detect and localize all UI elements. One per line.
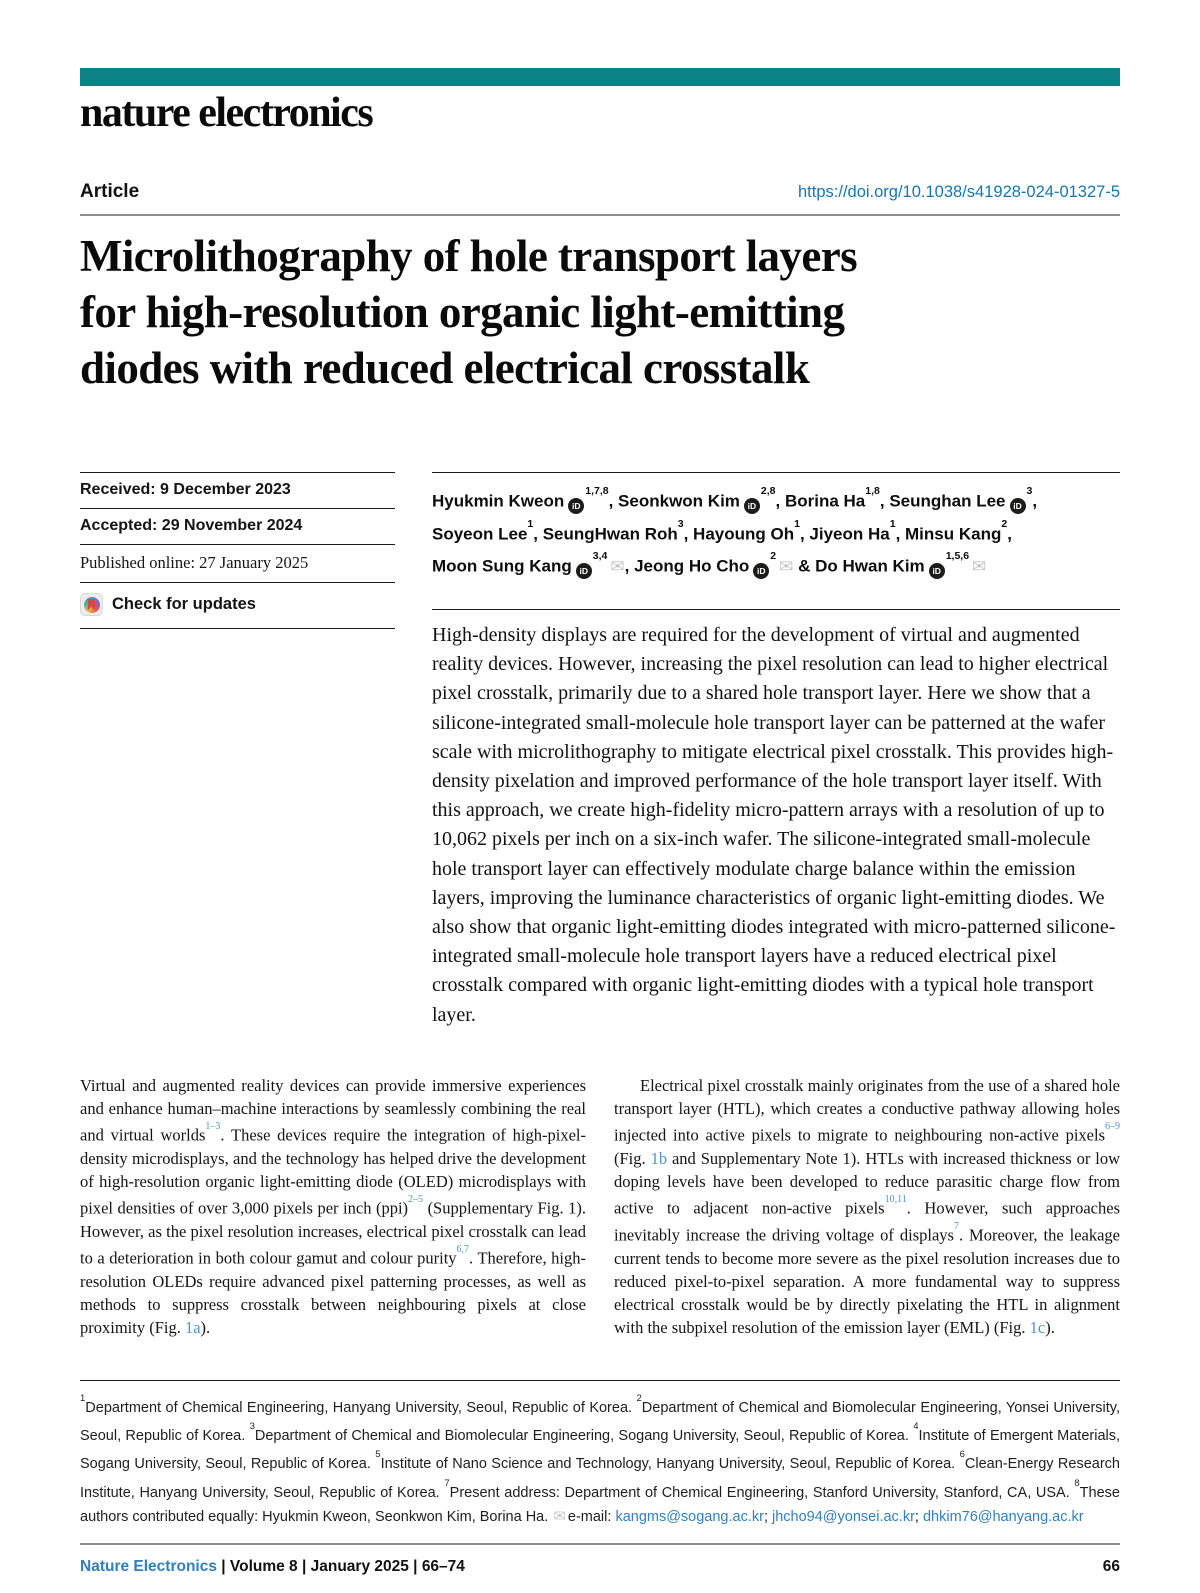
text-segment: Department of Chemical Engineering, Hanyang University, Seoul, Republic of Korea. [85,1399,637,1416]
check-for-updates-icon [80,593,103,616]
text-segment: Institute of Nano Science and Technology, Hanyang University, Seoul, Republic of Korea. [380,1456,960,1473]
text-segment: Department of Chemical and Biomolecular Engineering, Sogang University, Seoul, Republic of Korea. [254,1427,914,1444]
inline-link[interactable]: 6,7 [456,1244,470,1256]
text-segment: Hyukmin Kweon [432,491,565,511]
text-segment: 3,4 [592,550,608,563]
page-number: 66 [1102,1557,1120,1575]
inline-link[interactable]: 1–3 [205,1121,221,1133]
text-segment: , Jeong Ho Cho [624,556,750,576]
affiliations-footnotes [80,1380,1120,1530]
inline-link[interactable]: 1a [184,1318,201,1338]
text-segment: ; [763,1509,773,1526]
text-segment: , Seonkwon Kim [608,491,740,511]
text-segment: . These devices require the integration of high-pixel-density microdisplays, and the technology has helped drive the development of high-resolution organic light-emitting diode (OLED) microdisplays with pixel densities of over 3,000 pixels per inch (ppi) [80,1125,587,1218]
page-title [80,228,1120,396]
text-segment: Institute of Emergent Materials, Sogang University, Seoul, Republic of Korea. [80,1427,1121,1473]
envelope-icon: ✉ [972,556,987,576]
orcid-icon[interactable]: iD [753,563,769,579]
check-for-updates-label: Check for updates [112,595,256,613]
inline-link[interactable]: dhkim76@hanyang.ac.kr [922,1509,1084,1526]
text-segment: 1 [80,1392,86,1404]
inline-link[interactable]: 2–5 [408,1194,424,1206]
text-segment: & Do Hwan Kim [793,556,925,576]
text-segment: (Supplementary Fig. 1). However, as the pixel resolution increases, electrical pixel crosstalk can lead to a deterioration in both colour gamut and colour purity [80,1198,586,1268]
body-paragraph [80,1074,586,1340]
text-segment: Department of Chemical and Biomolecular Engineering, Yonsei University, Seoul, Republic of Korea. [80,1399,1120,1444]
envelope-icon: ✉ [779,556,794,576]
text-segment: 5 [375,1449,381,1461]
journal-citation [80,1558,465,1576]
text-segment: , [1032,491,1038,511]
text-segment: ; [914,1509,923,1526]
published-date: Published online: 27 January 2025 [80,544,395,582]
text-segment: , SeungHwan Roh [533,524,678,544]
article-header-row [80,181,1120,203]
text-segment: ). [200,1318,211,1338]
text-segment: 1 [889,517,896,530]
text-segment: Present address: Department of Chemical Engineering, Stanford University, Stanford, CA, USA. [449,1484,1075,1501]
text-segment: 6 [959,1449,965,1461]
inline-link[interactable]: 1b [650,1148,668,1168]
text-segment: (Fig. [614,1148,651,1168]
author-line [432,548,1120,581]
text-segment: Virtual and augmented reality devices can provide immersive experiences and enhance human–machine interactions by seamlessly combining the real and virtual worlds [80,1075,586,1145]
orcid-icon[interactable]: iD [568,498,584,514]
envelope-icon: ✉ [553,1508,566,1526]
orcid-icon[interactable]: iD [929,563,945,579]
text-segment: 2 [770,550,777,563]
text-segment: 3 [677,517,684,530]
body-paragraph [614,1074,1120,1340]
dates-sidebar [80,472,395,1030]
text-segment: , Seunghan Lee [879,491,1006,511]
body-left-column [80,1074,586,1340]
text-segment: . However, such approaches inevitably increase the driving voltage of displays [614,1198,1120,1245]
text-segment: | Volume 8 | January 2025 | 66–74 [216,1557,465,1575]
inline-link[interactable]: kangms@sogang.ac.kr [615,1509,764,1526]
inline-link[interactable]: 10,11 [884,1194,907,1206]
received-date: Received: 9 December 2023 [80,472,395,508]
text-segment: , Hayoung Oh [683,524,795,544]
envelope-icon: ✉ [610,556,625,576]
text-segment: . Therefore, high-resolution OLEDs require advanced pixel patterning processes, as well as methods to suppress crosstalk between neighbouring pixels at close proximity (Fig. [80,1248,587,1338]
title-line-2: for high-resolution organic light-emitting [80,287,845,337]
text-segment: 1 [527,517,534,530]
text-segment: , [1007,524,1012,544]
text-segment: and Supplementary Note 1). HTLs with increased thickness or low doping levels have been developed to reduce parasitic charge flow from active to adjacent non-active pixels [614,1148,1120,1218]
orcid-icon[interactable]: iD [576,563,592,579]
text-segment: e-mail: [567,1509,616,1526]
text-segment: 2 [1001,517,1008,530]
text-segment: 1,7,8 [585,485,609,497]
title-line-3: diodes with reduced electrical crosstalk [80,343,810,393]
doi-link[interactable]: https://doi.org/10.1038/s41928-024-01327-5 [798,183,1120,201]
header-grid [80,472,1120,1030]
inline-link[interactable]: 6–9 [1105,1121,1120,1133]
orcid-icon[interactable]: iD [744,498,760,514]
text-segment: 4 [913,1420,919,1432]
text-segment: , Borina Ha [775,491,866,511]
text-segment: ). [1045,1318,1055,1338]
text-segment: Soyeon Lee [432,524,528,544]
article-type-label: Article [80,181,140,202]
inline-link[interactable]: Nature Electronics [80,1557,217,1575]
abstract-text: High-density displays are required for the development of virtual and augmented reality devices. However, increasing the pixel resolution can lead to higher electrical pixel crosstalk, primarily due to a shared hole transport layer. Here we show that a silicone-integrated small-molecule hole transport layer can be patterned at the wafer scale with microlithography to mitigate electrical pixel crosstalk. This provides high-density pixelation and improved performance of the hole transport layer itself. With this approach, we create high-fidelity micro-pattern arrays with a resolution of up to 10,062 pixels per inch on a six-inch wafer. The silicone-integrated small-molecule hole transport layer can effectively modulate charge balance within the emission layers, improving the luminance characteristics of organic light-emitting diodes. We also show that organic light-emitting diodes integrated with micro-patterned silicone-integrated small-molecule hole transport layers have a reduced electrical pixel crosstalk compared with organic light-emitting diodes with a typical hole transport layer. [432,609,1120,1030]
text-segment: 3 [249,1420,255,1432]
text-segment: These authors contributed equally: Hyukmin Kweon, Seonkwon Kim, Borina Ha. [80,1484,1120,1526]
text-segment: 7 [444,1477,450,1489]
text-segment: Clean-Energy Research Institute, Hanyang University, Seoul, Republic of Korea. [80,1456,1120,1501]
text-segment: 8 [1074,1477,1080,1489]
authors-abstract-block [432,472,1120,1030]
inline-link[interactable]: 1c [1029,1318,1046,1338]
text-segment: 1,8 [865,485,880,497]
text-segment: , Jiyeon Ha [799,524,890,544]
text-segment: 1 [794,517,800,530]
text-segment: 2 [636,1392,642,1404]
check-for-updates-button[interactable] [80,593,395,616]
title-line-1: Microlithography of hole transport layers [80,231,857,281]
text-segment: Moon Sung Kang [432,556,572,576]
author-line [432,516,1120,549]
check-for-updates-row [80,582,395,629]
text-segment: . Moreover, the leakage current tends to become more severe as the pixel resolution increases due to reduced pixel-to-pixel separation. A more fundamental way to suppress electrical crosstalk would be by directly pixelating the HTL in alignment with the subpixel resolution of the emission layer (EML) (Fig. [614,1225,1120,1338]
header-divider [80,214,1120,216]
accepted-date: Accepted: 29 November 2024 [80,508,395,544]
page-footer [80,1543,1120,1576]
brand-color-bar [80,68,1120,86]
journal-logo: nature electronics [80,90,373,136]
text-segment: 3 [1026,485,1033,497]
text-segment: 2,8 [760,485,776,497]
inline-link[interactable]: jhcho94@yonsei.ac.kr [772,1509,915,1526]
body-right-column [614,1074,1120,1340]
author-line [432,483,1120,516]
body-text [80,1074,1120,1340]
text-segment: , Minsu Kang [895,524,1002,544]
author-list [432,472,1120,581]
text-segment: Electrical pixel crosstalk mainly originates from the use of a shared hole transport layer (HTL), which creates a conductive pathway allowing holes injected into active pixels to migrate to neighbouring non-active pixels [614,1075,1120,1145]
text-segment: 1,5,6 [945,550,970,563]
inline-link[interactable]: 7 [953,1221,959,1233]
orcid-icon[interactable]: iD [1010,498,1026,514]
